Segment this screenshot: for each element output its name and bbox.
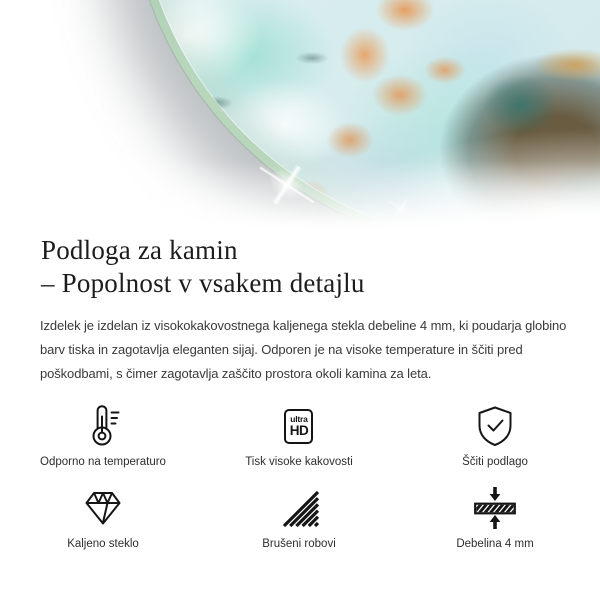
- text-content: [0, 234, 600, 386]
- feature-label: Ščiti podlago: [462, 456, 528, 468]
- page-title-line2: – Popolnost v vsakem detajlu: [41, 268, 365, 298]
- ultra-hd-icon: [284, 402, 313, 450]
- thickness-icon: [471, 484, 519, 532]
- ultra-hd-badge-top: ultra: [290, 414, 308, 424]
- marble-print: [136, 0, 600, 230]
- page-title: [41, 234, 560, 300]
- feature-grid: [5, 402, 593, 550]
- feature-temperature: [40, 402, 166, 468]
- feature-protection: [462, 402, 528, 468]
- feature-label: Odporno na temperaturo: [40, 456, 166, 468]
- beveled-edges-icon: [278, 484, 320, 532]
- feature-print-quality: [245, 402, 353, 468]
- product-hero-image: [0, 0, 600, 230]
- shield-check-icon: [474, 402, 516, 450]
- glass-disc: [128, 0, 600, 230]
- thermometer-icon: [80, 402, 126, 450]
- diamond-icon: [83, 484, 123, 532]
- page-title-line1: Podloga za kamin: [41, 235, 238, 265]
- feature-label: Kaljeno steklo: [67, 538, 139, 550]
- feature-tempered-glass: [67, 484, 139, 550]
- feature-beveled-edges: [262, 484, 336, 550]
- feature-label: Tisk visoke kakovosti: [245, 456, 353, 468]
- ultra-hd-badge-bottom: HD: [289, 423, 309, 438]
- feature-label: Brušeni robovi: [262, 538, 336, 550]
- product-description: Izdelek je izdelan iz visokokakovostnega kaljenega stekla debeline 4 mm, ki poudarja globino barv tiska in zagotavlja eleganten sijaj. Odporen je na visoke temperature in ščiti pred poškodbami, s čimer zagotavlja zaščito prostora okoli kamina za leta.: [40, 318, 567, 381]
- feature-thickness: [456, 484, 533, 550]
- feature-label: Debelina 4 mm: [456, 538, 534, 550]
